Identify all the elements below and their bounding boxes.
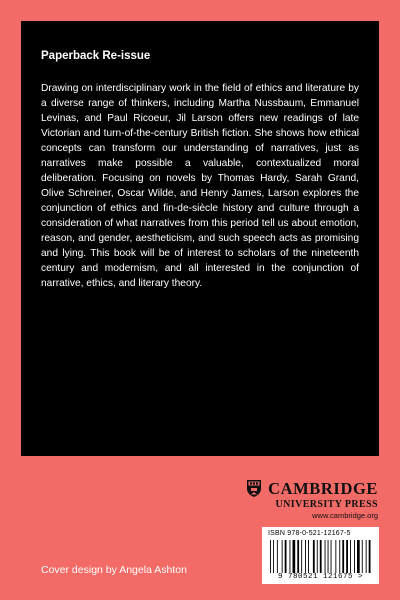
publisher-logo (246, 479, 378, 521)
barcode-digits: 9 780521 121675 > (277, 573, 363, 581)
reissue-label: Paperback Re-issue (41, 50, 151, 62)
publisher-url: www.cambridge.org (312, 511, 378, 520)
publisher-name: CAMBRIDGE (268, 479, 378, 498)
cambridge-crest-icon (246, 479, 262, 498)
cover-credit: Cover design by Angela Ashton (41, 564, 187, 576)
barcode-box (262, 527, 379, 584)
blurb-text: Drawing on interdisciplinary work in the field of ethics and literature by a diverse range of thinkers, including Martha Nussbaum, Emmanuel Levinas, and Paul Ricoeur, Jil Larson offers new readings of late Victorian and turn-of-the-century British fiction. She shows how ethical concepts can transform our understanding of narratives, just as narratives make possible a valuable, contextualized moral deliberation. Focusing on novels by Thomas Hardy, Sarah Grand, Olive Schreiner, Oscar Wilde, and Henry James, Larson explores the conjunction of ethics and fin-de-siècle history and culture through a consideration of what narratives from this period tell us about emotion, reason, and gender, aestheticism, and such speech acts as promising and lying. This book will be of interest to scholars of the nineteenth century and modernism, and all interested in the conjunction of narrative, ethics, and literary theory. (41, 83, 359, 289)
isbn-label: ISBN 978-0-521-12167-5 (268, 530, 351, 537)
publisher-subname: UNIVERSITY PRESS (275, 499, 378, 510)
barcode-bars (270, 540, 371, 573)
